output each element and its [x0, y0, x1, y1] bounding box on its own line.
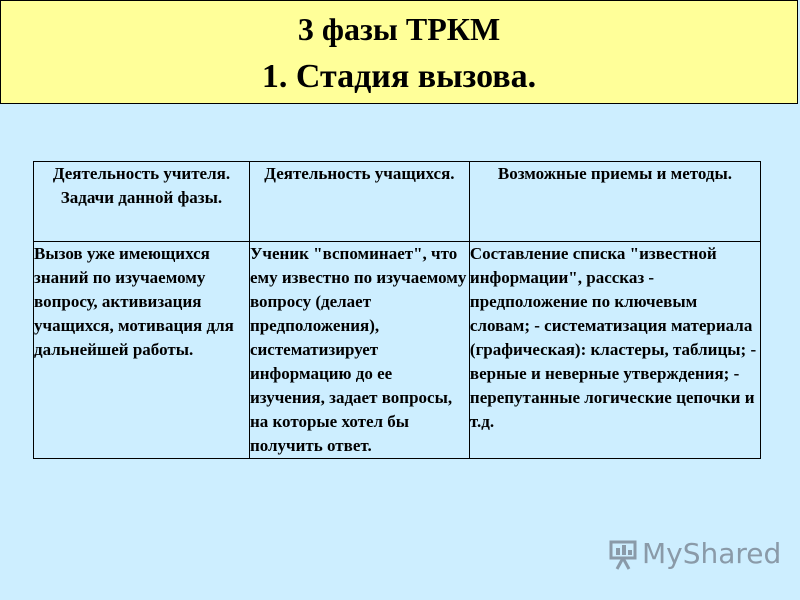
- table-header-row: [34, 162, 761, 242]
- header-students: [249, 162, 469, 242]
- title-banner: [0, 0, 798, 104]
- watermark-logo: [608, 537, 781, 570]
- header-teacher-text: Деятельность учителя. Задачи данной фазы.: [52, 164, 231, 207]
- cell-methods: Составление списка "известной информации", рассказ - предположение по ключевым словам; - систематизация материала (графическая): кластеры, таблицы; - верные и неверные утверждения; - перепутанные логические цепочки и т.д.: [469, 242, 760, 459]
- logo-text: MyShared: [642, 537, 782, 570]
- cell-students: Ученик "вспоминает", что ему известно по изучаемому вопросу (делает предположения), систематизирует информацию до ее изучения, задает вопросы, на которые хотел бы получить ответ.: [249, 242, 469, 459]
- header-students-text: Деятельность учащихся.: [264, 164, 455, 183]
- cell-teacher: Вызов уже имеющихся знаний по изучаемому вопросу, активизация учащихся, мотивация для дальнейшей работы.: [34, 242, 250, 459]
- header-methods: [469, 162, 760, 242]
- header-methods-text: Возможные приемы и методы.: [497, 164, 733, 183]
- slide-subtitle: 1. Стадия вызова.: [261, 58, 537, 95]
- phase-table: [33, 161, 761, 459]
- table-row: [34, 242, 761, 459]
- presentation-board-icon: [608, 538, 638, 570]
- header-teacher: [34, 162, 250, 242]
- slide-title: 3 фазы ТРКМ: [297, 11, 501, 47]
